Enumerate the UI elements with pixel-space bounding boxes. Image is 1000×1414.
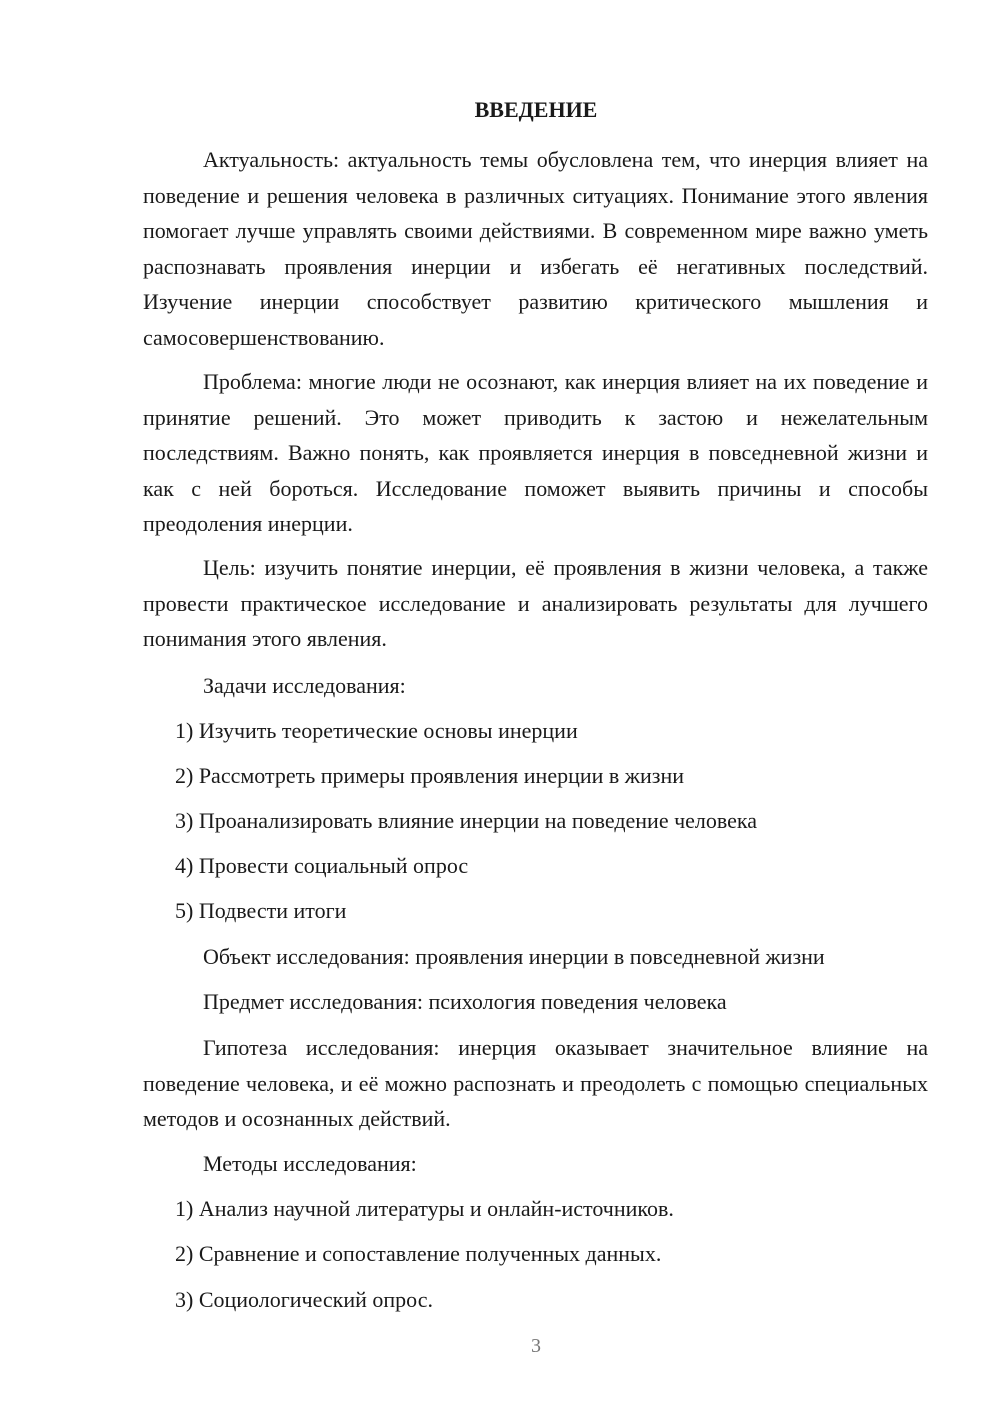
method-item: 1) Анализ научной литературы и онлайн-источников.: [175, 1196, 674, 1221]
method-item: 3) Социологический опрос.: [175, 1287, 433, 1312]
task-item: 5) Подвести итоги: [175, 898, 347, 923]
task-item: 4) Провести социальный опрос: [175, 853, 469, 878]
methods-heading: Методы исследования:: [203, 1151, 417, 1176]
goal-paragraph: Цель: изучить понятие инерции, её проявления в жизни человека, а также провести практическое исследование и анализировать результаты для лучшего понимания этого явления.: [143, 555, 928, 651]
task-item: 2) Рассмотреть примеры проявления инерции в жизни: [175, 763, 685, 788]
relevance-paragraph: Актуальность: актуальность темы обусловлена тем, что инерция влияет на поведение и решения человека в различных ситуациях. Понимание этого явления помогает лучше управлять своими действиями. В современном мире важно уметь распознавать проявления инерции и избегать её негативных последствий. Изучение инерции способствует развитию критического мышления и самосовершенствованию.: [143, 147, 928, 350]
research-subject: Предмет исследования: психология поведения человека: [203, 989, 727, 1014]
hypothesis-paragraph: Гипотеза исследования: инерция оказывает значительное влияние на поведение человека, и её можно распознать и преодолеть с помощью специальных методов и осознанных действий.: [143, 1035, 928, 1131]
task-item: 1) Изучить теоретические основы инерции: [175, 718, 578, 743]
page-number: 3: [531, 1335, 541, 1357]
research-object: Объект исследования: проявления инерции в повседневной жизни: [203, 944, 825, 969]
method-item: 2) Сравнение и сопоставление полученных данных.: [175, 1241, 662, 1266]
tasks-heading: Задачи исследования:: [203, 673, 406, 698]
page-title: ВВЕДЕНИЕ: [474, 97, 598, 122]
task-item: 3) Проанализировать влияние инерции на поведение человека: [175, 808, 758, 833]
problem-paragraph: Проблема: многие люди не осознают, как инерция влияет на их поведение и принятие решений. Это может приводить к застою и нежелательным последствиям. Важно понять, как проявляется инерция в повседневной жизни и как с ней бороться. Исследование поможет выявить причины и способы преодоления инерции.: [143, 369, 928, 536]
